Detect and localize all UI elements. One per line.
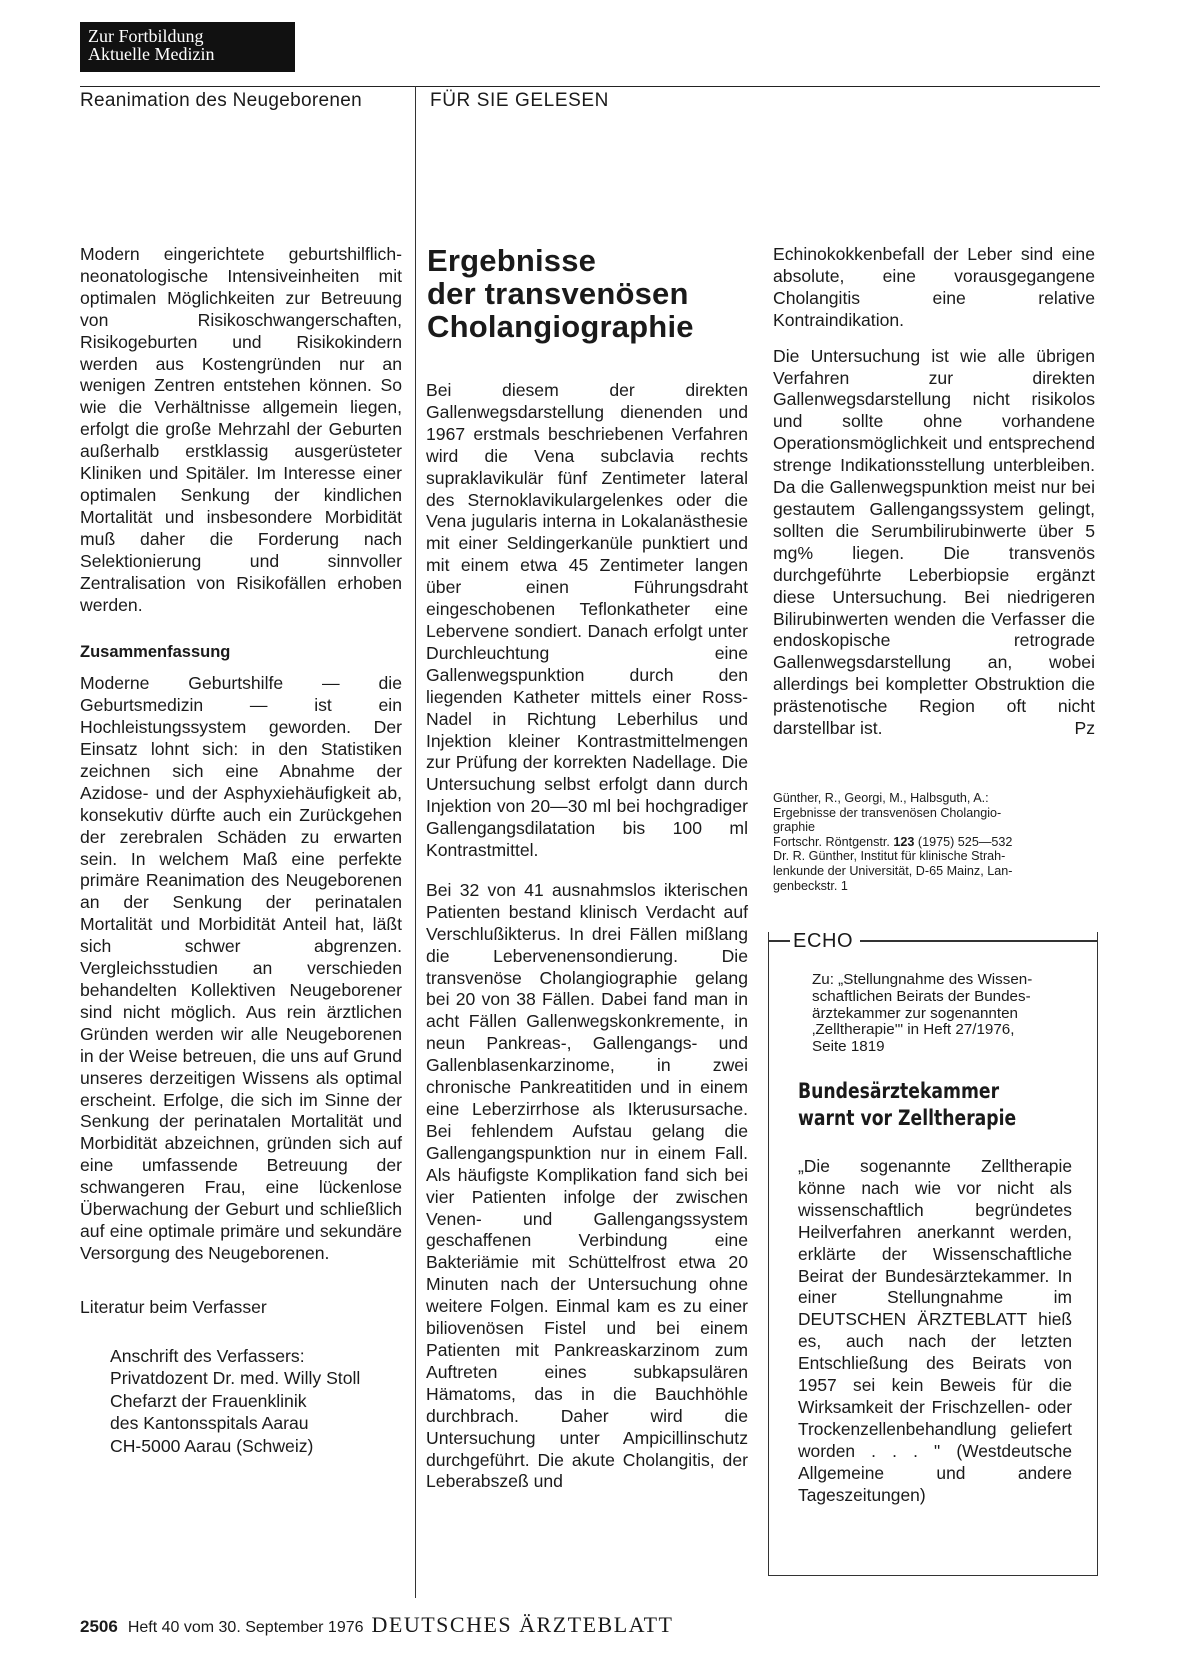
echo-quote (798, 1156, 1072, 1507)
reference-line: genbeckstr. 1 (773, 878, 848, 893)
echo-headline-line: warnt vor Zelltherapie (798, 1106, 1017, 1130)
echo-intro-line: ‚Zelltherapie'" in Heft 27/1976, (812, 1021, 1015, 1039)
section-title-right: FÜR SIE GELESEN (430, 90, 609, 111)
header-rule (80, 86, 1100, 87)
echo-intro (812, 972, 1074, 1056)
reference-line (773, 835, 1095, 850)
summary-paragraph: Moderne Geburtshilfe — die Geburtsmedizin — ist ein Hochleistungssystem geworden. Der Einsatz lohnt sich: in den Statistiken zeichnen sich eine Abnahme der Azidose- und der Asphyxiehäufigkeit ab, konsekutiv dürfte auch ein Zurückgehen der zerebralen Schäden zu erwarten sein. In welchem Maß eine perfekte primäre Reanimation des Neugeborenen an der Senkung der perinatalen Mortalität und Morbidität Anteil hat, läßt sich schwer abgrenzen. Vergleichsstudien an verschieden behandelten Kollektiven Neugeborener sind nicht möglich. Aus rein ärztlichen Gründen werden wir alle Neugeborenen in der Weise betreuen, die uns auf Grund unseres derzeitigen Wissens als optimal erscheint. Erfolge, die sich im Sinne der Senkung der perinatalen Mortalität und Morbidität abzeichnen, gründen sich auf eine umfassende Betreuung der schwangeren Frau, eine lückenlose Überwachung der Geburt und schließlich auf eine optimale primäre und sekundäre Versorgung des Neugeborenen. (80, 673, 402, 1263)
article-paragraph-text: Die Untersuchung ist wie alle übrigen Verfahren zur direkten Gallenwegsdarstellung nicht risikolos und sollte ohne vorhandene Operationsmöglichkeit und entsprechend strenge Indikationsstellung unterbleiben. Da die Gallenwegspunktion meist nur bei gestautem Gallengangssystem gelingt, sollten die Serumbilirubinwerte über 5 mg% liegen. Die transvenös durchgeführte Leberbiopsie ergänzt diese Untersuchung. Bei niedrigeren Bilirubinwerten wenden die Verfasser die endoskopische retrograde Gallenwegsdarstellung an, wobei allerdings bei kompletter Obstruktion die prästenotische Region oft nicht darstellbar ist. (773, 345, 1095, 739)
reference-line: Günther, R., Georgi, M., Halbsguth, A.: (773, 791, 989, 805)
reference-volume: 123 (893, 834, 915, 849)
echo-intro-line: schaftlichen Beirats der Bundes- (812, 987, 1031, 1005)
reference-journal: Fortschr. Röntgenstr. (773, 834, 894, 849)
page-footer (80, 1612, 673, 1638)
section-title-left: Reanimation des Neugeborenen (80, 90, 362, 111)
reference-block (773, 791, 1095, 893)
article-column-3 (773, 244, 1095, 750)
page-number: 2506 (80, 1617, 118, 1636)
address-line: Anschrift des Verfassers: (110, 1345, 305, 1366)
echo-headline-line: Bundesärztekammer (798, 1079, 1000, 1103)
echo-headline (798, 1078, 1017, 1132)
article-paragraph: Bei diesem der direkten Gallenwegsdarstellung dienenden und 1967 erstmals beschriebenen Verfahren wird die Vena subclavia rechts supraklavikulär fünf Zentimeter lateral des Sternoklavikulargelenkes oder die Vena jugularis interna in Lokalanästhesie mit einer Seldingerkanüle punktiert und mit einem etwa 45 Zentimeter langen über einen Führungsdraht eingeschobenen Teflonkatheter eine Lebervene sondiert. Danach erfolgt unter Durchleuchtung eine Gallenwegspunktion durch den liegenden Katheter mittels einer Ross-Nadel in Richtung Leberhilus und Injektion kleiner Kontrastmittelmengen zur Prüfung der korrekten Nadellage. Die Untersuchung selbst erfolgt dann durch Injektion von 20—30 ml bei hochgradiger Gallengangsdilatation bis 100 ml Kontrastmittel. (426, 380, 748, 861)
reference-line: graphie (773, 820, 816, 835)
echo-label: ECHO (793, 930, 854, 952)
address-line: CH-5000 Aarau (Schweiz) (110, 1435, 314, 1456)
echo-box-top-rule (768, 940, 790, 942)
address-line: Privatdozent Dr. med. Willy Stoll (110, 1368, 361, 1389)
reference-line: Ergebnisse der transvenösen Cholangio- (773, 805, 1002, 820)
section-label-line2: Aktuelle Medizin (88, 44, 215, 64)
echo-intro-line: Seite 1819 (812, 1038, 885, 1056)
reference-pages: (1975) 525—532 (914, 834, 1013, 849)
article-column-1 (80, 244, 402, 1467)
literature-note: Literatur beim Verfasser (80, 1296, 267, 1317)
author-initials: Pz (1074, 718, 1095, 739)
magazine-name: DEUTSCHES ÄRZTEBLATT (371, 1612, 674, 1637)
column-divider (415, 86, 416, 1598)
reference-line: lenkunde der Universität, D-65 Mainz, Lan- (773, 863, 1013, 878)
article-column-2 (426, 380, 748, 1503)
reference-line: Dr. R. Günther, Institut für klinische Strah- (773, 849, 1006, 864)
headline-line: Cholangiographie (427, 309, 694, 344)
echo-intro-line: ärztekammer zur sogenannten (812, 1004, 1018, 1022)
author-address (80, 1345, 402, 1458)
article-paragraph: Bei 32 von 41 ausnahmslos ikterischen Patienten bestand klinisch Verdacht auf Verschlußikterus. In drei Fällen mißlang die Lebervenensondierung. Die transvenöse Cholangiographie gelang bei 20 von 38 Fällen. Dabei fand man in acht Fällen Gallenwegskonkremente, in neun Pankreas-, Gallengangs- und Gallenblasenkarzinome, in zwei chronische Pankreatitiden und in einem eine Leberzirrhose als Ikterusursache. Bei fehlendem Aufstau gelang die Gallengangspunktion nur in einem Fall. Als häufigste Komplikation fand sich bei vier Patienten infolge der zwischen Venen- und Gallengangssystem geschaffenen Verbindung eine Bakteriämie mit Schüttelfrost etwa 20 Minuten nach der Untersuchung ohne weitere Folgen. Einmal kam es zu einer biliovenösen Fistel und bei einem Patienten mit Pankreaskarzinom zum Auftreten eines subkapsulären Hämatoms, das in die Bauchhöhle durchbrach. Daher wird die Untersuchung unter Ampicillinschutz durchgeführt. Die akute Cholangitis, der Leberabszeß und (426, 879, 748, 1492)
issue-info: Heft 40 vom 30. September 1976 (127, 1619, 364, 1636)
headline-line: Ergebnisse (427, 243, 597, 278)
section-label-box (80, 22, 295, 72)
echo-intro-line: Zu: „Stellungnahme des Wissen- (812, 971, 1033, 988)
address-line: des Kantonsspitals Aarau (110, 1413, 309, 1434)
article-paragraph: Modern eingerichtete geburtshilflich-neonatologische Intensiveinheiten mit optimalen Möglichkeiten zur Betreuung von Risikoschwangerschaften, Risikogeburten und Risikokindern werden aus Kostengründen nur an wenigen Zentren entstehen können. So wie die Verhältnisse allgemein liegen, erfolgt die große Mehrzahl der Geburten außerhalb erstklassig ausgerüsteter Kliniken und Spitäler. Im Interesse einer optimalen Senkung der kindlichen Mortalität und insbesondere Morbidität muß daher die Forderung nach Selektionierung und sinnvoller Zentralisation von Risikofällen erhoben werden. (80, 244, 402, 615)
article-paragraph: Echinokokkenbefall der Leber sind eine absolute, eine vorausgegangene Cholangitis eine relative Kontraindikation. (773, 244, 1095, 330)
echo-quote-text: „Die sogenannte Zelltherapie könne nach wie vor nicht als wissenschaftlich begründetes Heilverfahren anerkannt werden, erklärte der Wissenschaftliche Beirat der Bundesärztekammer. In einer Stellungnahme im DEUTSCHEN ÄRZTEBLATT hieß es, auch nach der letzten Entschließung des Beirats von 1957 sei kein Beweis für die Wirksamkeit der Frischzellen- oder Trockenzellenbehandlung geliefert worden . . . " (Westdeutsche Allgemeine und andere Tageszeitungen) (798, 1156, 1072, 1505)
summary-heading: Zusammenfassung (80, 643, 231, 662)
article-headline (427, 244, 747, 343)
article-paragraph (773, 346, 1095, 740)
section-label-line1: Zur Fortbildung (88, 26, 204, 46)
headline-line: der transvenösen (427, 276, 689, 311)
echo-box-top-rule (860, 940, 1098, 942)
address-line: Chefarzt der Frauenklinik (110, 1390, 307, 1411)
